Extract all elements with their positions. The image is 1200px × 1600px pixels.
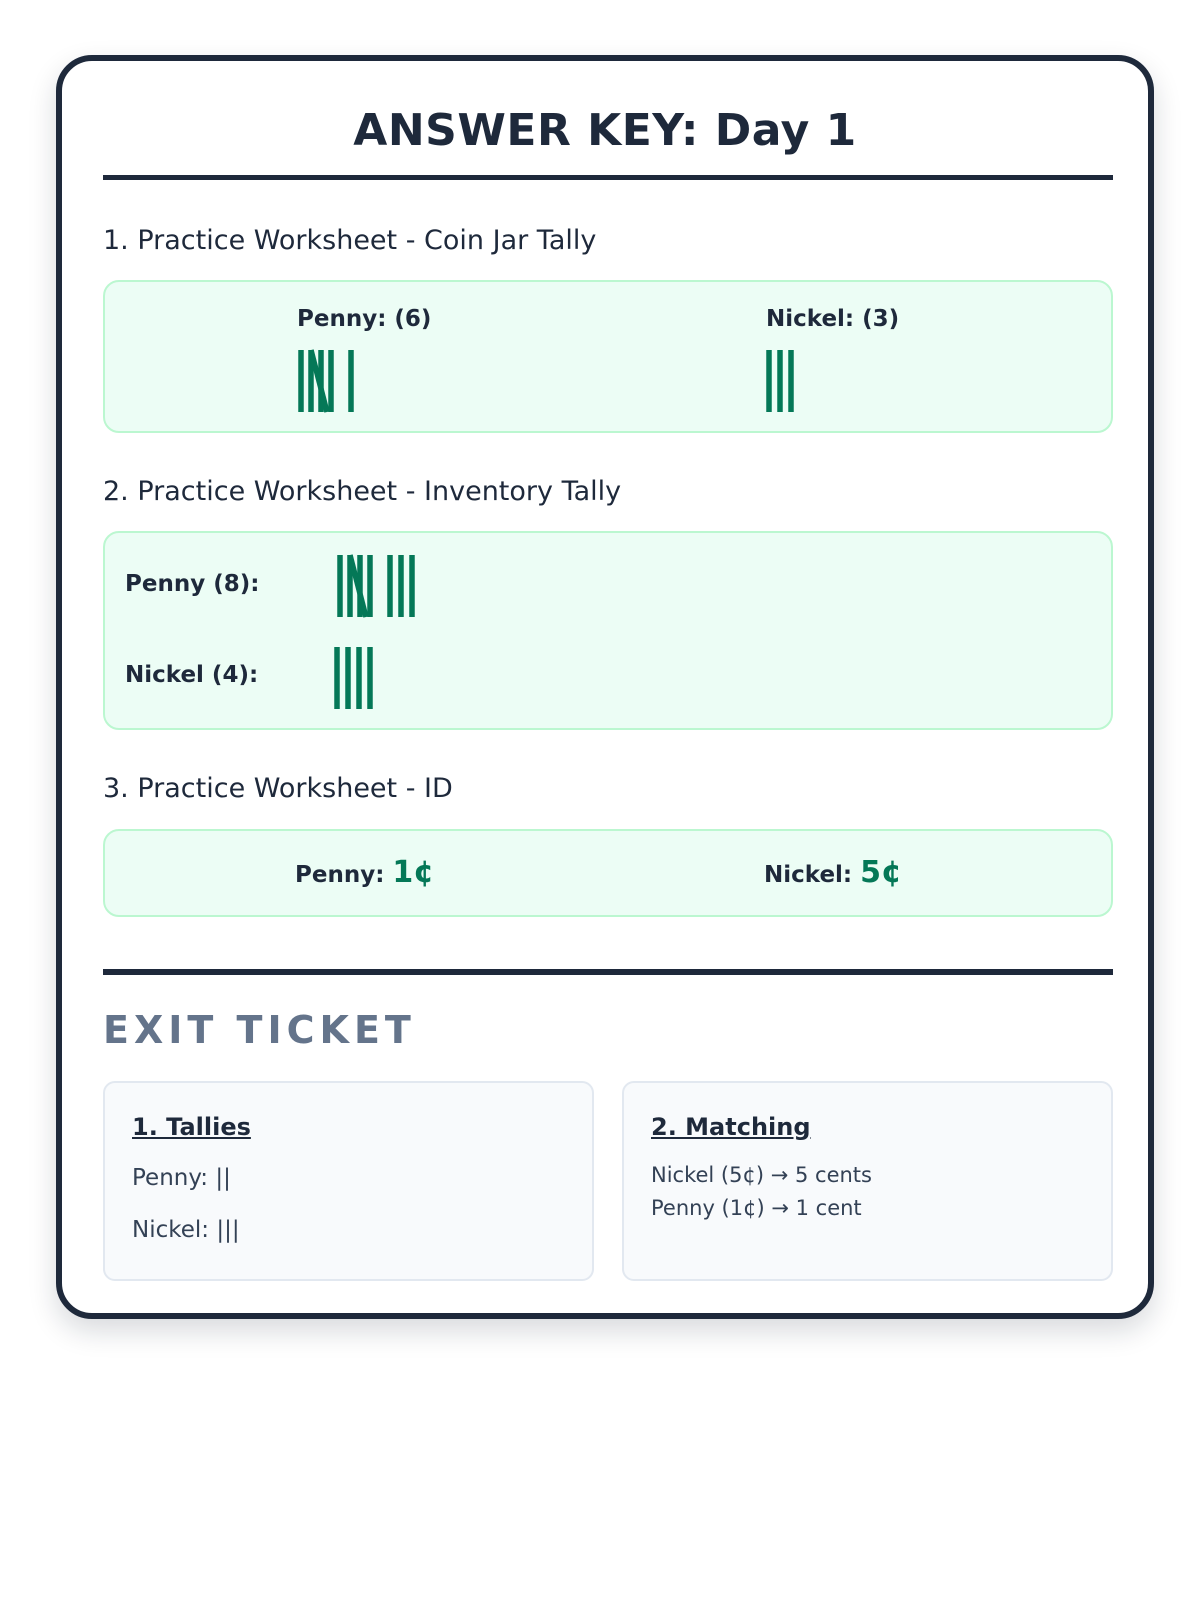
inventory-nickel-label: Nickel (4): bbox=[125, 662, 259, 688]
coin-jar-penny-tally bbox=[297, 346, 387, 416]
id-nickel bbox=[764, 855, 902, 890]
coin-jar-panel bbox=[103, 280, 1113, 433]
tallies-nickel: Nickel: ||| bbox=[132, 1217, 240, 1243]
matching-heading: 2. Matching bbox=[651, 1113, 811, 1141]
page-title: ANSWER KEY: Day 1 bbox=[353, 105, 857, 156]
id-penny-value: 1¢ bbox=[392, 855, 435, 890]
inventory-panel bbox=[103, 531, 1113, 730]
title-divider bbox=[103, 175, 1113, 180]
inventory-nickel-tally bbox=[333, 643, 423, 713]
inventory-penny-label: Penny (8): bbox=[125, 571, 260, 597]
inventory-penny-tally bbox=[336, 551, 476, 621]
matching-line-nickel: Nickel (5¢) → 5 cents bbox=[651, 1163, 872, 1187]
tallies-heading: 1. Tallies bbox=[132, 1113, 251, 1141]
section-inventory-heading: 2. Practice Worksheet - Inventory Tally bbox=[103, 476, 622, 507]
id-penny-label: Penny: bbox=[295, 862, 385, 888]
exit-ticket-heading: EXIT TICKET bbox=[103, 1008, 416, 1052]
tallies-box bbox=[103, 1081, 594, 1281]
id-penny bbox=[295, 855, 434, 890]
answer-key-card bbox=[56, 55, 1154, 1319]
id-panel bbox=[103, 829, 1113, 917]
coin-jar-penny-label: Penny: (6) bbox=[297, 306, 432, 332]
section-coin-jar-heading: 1. Practice Worksheet - Coin Jar Tally bbox=[103, 225, 597, 256]
id-nickel-value: 5¢ bbox=[860, 855, 902, 890]
exit-divider bbox=[103, 969, 1113, 975]
section-id-heading: 3. Practice Worksheet - ID bbox=[103, 773, 453, 804]
matching-line-penny: Penny (1¢) → 1 cent bbox=[651, 1196, 862, 1220]
id-nickel-label: Nickel: bbox=[764, 862, 853, 888]
coin-jar-nickel-tally bbox=[765, 346, 855, 416]
tallies-penny: Penny: || bbox=[132, 1165, 231, 1191]
coin-jar-nickel-label: Nickel: (3) bbox=[766, 306, 900, 332]
matching-box bbox=[622, 1081, 1113, 1281]
